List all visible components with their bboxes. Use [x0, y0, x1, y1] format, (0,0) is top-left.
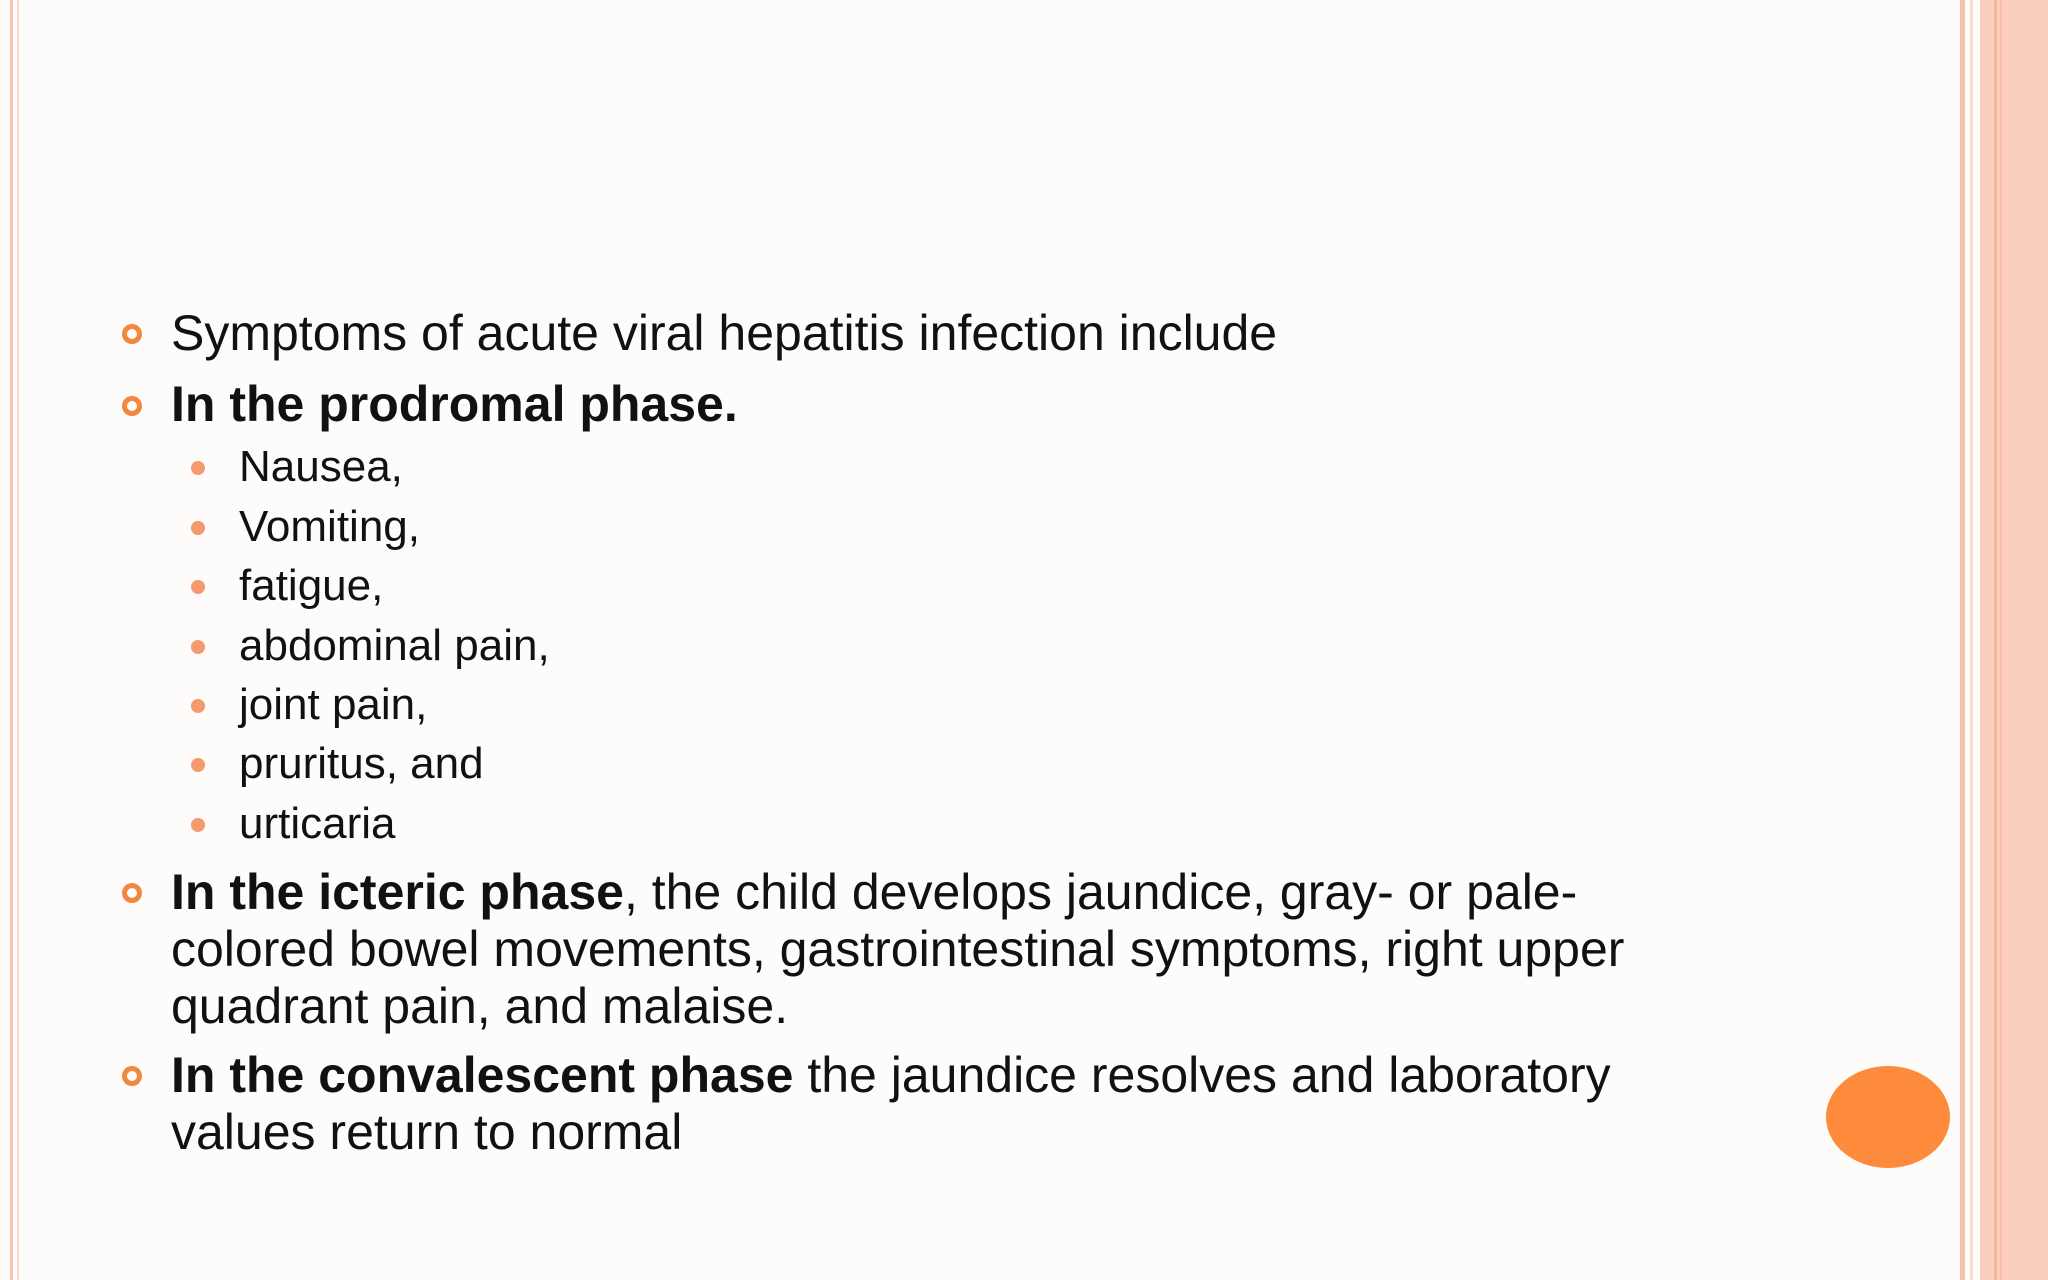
sub-item-vomiting: Vomiting,	[239, 502, 420, 551]
bullet-text-line3: quadrant pain, and malaise.	[171, 978, 789, 1034]
left-border-line-inner	[17, 0, 19, 1280]
bullet-text: , the child develops jaundice, gray- or pale-	[623, 864, 1578, 920]
dot-bullet-icon	[191, 758, 205, 772]
sub-item-joint-pain: joint pain,	[239, 680, 428, 729]
bullet-prodromal-heading	[171, 376, 1731, 433]
bullet-symptoms-intro	[171, 305, 1731, 362]
bullet-line	[171, 1047, 1731, 1104]
right-border-line	[1960, 0, 1965, 1280]
ring-bullet-icon	[122, 883, 142, 903]
right-border-band	[1980, 0, 2048, 1280]
left-border-line	[10, 0, 13, 1280]
bullet-text-line2: values return to normal	[171, 1104, 683, 1160]
decorative-circle	[1826, 1066, 1950, 1168]
sub-item-fatigue: fatigue,	[239, 561, 384, 610]
sub-item-urticaria: urticaria	[239, 799, 396, 848]
dot-bullet-icon	[191, 699, 205, 713]
dot-bullet-icon	[191, 461, 205, 475]
dot-bullet-icon	[191, 580, 205, 594]
ring-bullet-icon	[122, 324, 142, 344]
bullet-icteric-phase	[171, 864, 1731, 1035]
ring-bullet-icon	[122, 1066, 142, 1086]
bullet-text: the jaundice resolves and laboratory	[793, 1047, 1611, 1103]
right-band-stripe-2	[2000, 0, 2002, 1280]
dot-bullet-icon	[191, 818, 205, 832]
right-border-line-inner	[1970, 0, 1973, 1280]
bullet-bold-text: In the convalescent phase	[171, 1047, 794, 1103]
bullet-text: Symptoms of acute viral hepatitis infection include	[171, 305, 1278, 361]
sub-item-pruritus: pruritus, and	[239, 739, 484, 788]
ring-bullet-icon	[122, 396, 142, 416]
bullet-bold-text: In the prodromal phase.	[171, 376, 738, 432]
sub-item-abdominal-pain: abdominal pain,	[239, 621, 550, 670]
bullet-text-line2: colored bowel movements, gastrointestinal symptoms, right upper	[171, 921, 1625, 977]
dot-bullet-icon	[191, 521, 205, 535]
bullet-bold-text: In the icteric phase	[171, 864, 624, 920]
bullet-convalescent-phase	[171, 1047, 1731, 1161]
sub-item-nausea: Nausea,	[239, 442, 403, 491]
bullet-line	[171, 864, 1731, 921]
dot-bullet-icon	[191, 640, 205, 654]
right-band-stripe	[1994, 0, 1997, 1280]
